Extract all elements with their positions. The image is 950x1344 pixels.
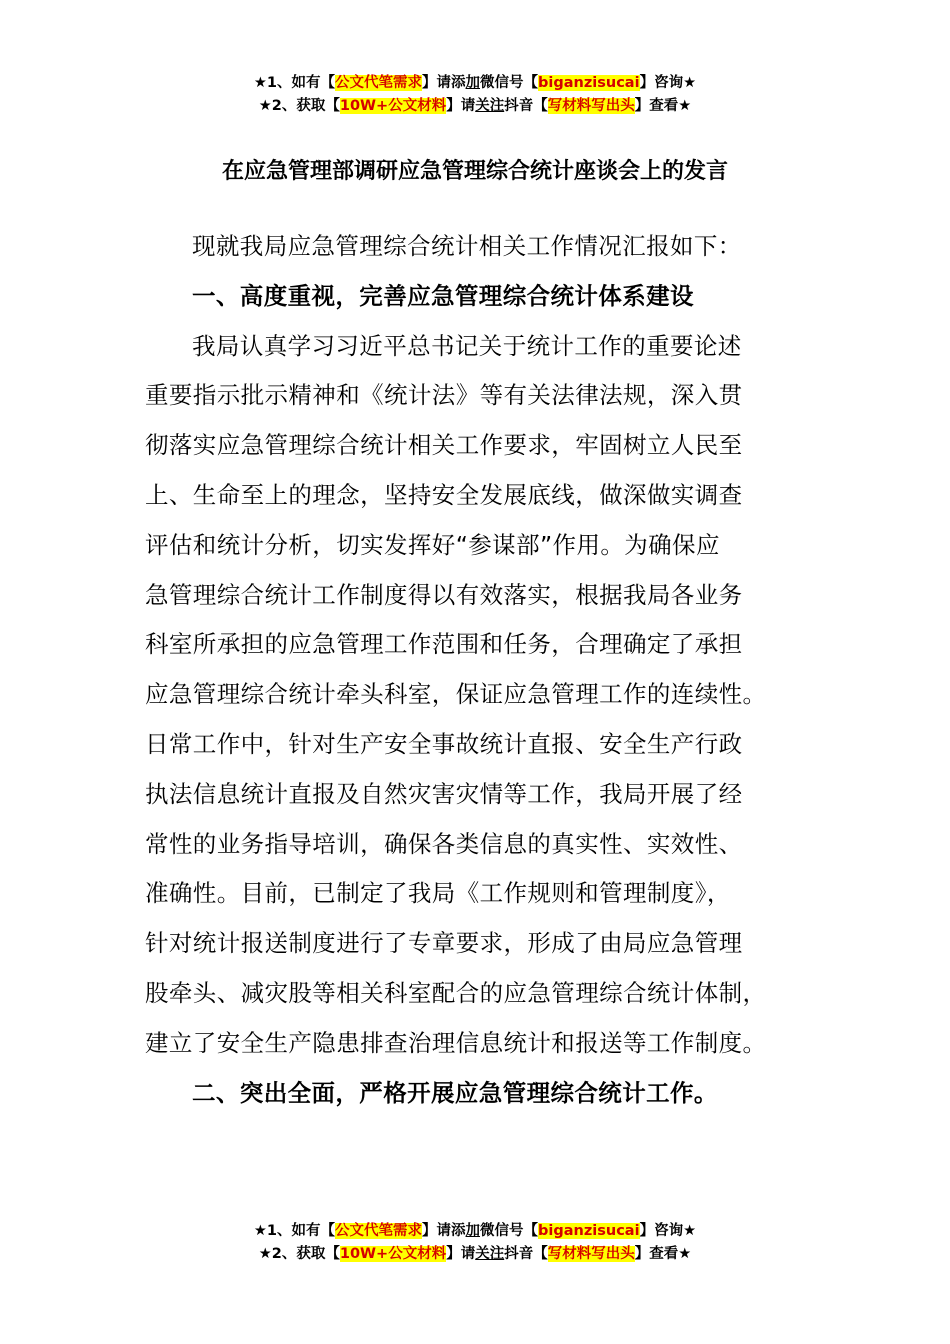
paragraph-line: 日常工作中，针对生产安全事故统计直报、安全生产行政 [145, 729, 743, 758]
highlight-wechat-id: biganzisucai [538, 1223, 640, 1239]
document-title: 在应急管理部调研应急管理综合统计座谈会上的发言 [221, 159, 728, 184]
highlight-writing-service: 公文代笔需求 [335, 1223, 423, 1239]
star-icon: ★ [258, 98, 272, 114]
bottom-promo-banner [0, 1220, 950, 1266]
top-promo-banner [0, 72, 950, 118]
paragraph-line: 针对统计报送制度进行了专章要求，形成了由局应急管理 [145, 929, 743, 958]
star-icon: ★ [253, 1223, 267, 1239]
star-icon: ★ [258, 1246, 272, 1262]
promo-line-1: ★1、如有【公文代笔需求】请添加微信号【biganzisucai】咨询★ [253, 75, 697, 91]
promo-line-2: ★2、获取【10W+公文材料】请关注抖音【写材料写出头】查看★ [258, 1246, 692, 1262]
highlight-materials: 10W+公文材料 [339, 98, 447, 114]
highlight-wechat-id: biganzisucai [538, 75, 640, 91]
paragraph-line: 执法信息统计直报及自然灾害灾情等工作，我局开展了经 [145, 779, 743, 808]
highlight-douyin-account: 写材料写出头 [547, 98, 635, 114]
paragraph-line: 彻落实应急管理综合统计相关工作要求，牢固树立人民至 [145, 431, 743, 460]
star-icon: ★ [678, 98, 692, 114]
intro-paragraph: 现就我局应急管理综合统计相关工作情况汇报如下： [192, 232, 742, 260]
paragraph-line: 常性的业务指导培训，确保各类信息的真实性、实效性、 [145, 829, 743, 858]
promo-line-1: ★1、如有【公文代笔需求】请添加微信号【biganzisucai】咨询★ [253, 1223, 697, 1239]
paragraph-line: 我局认真学习习近平总书记关于统计工作的重要论述 [192, 331, 742, 360]
highlight-douyin-account: 写材料写出头 [547, 1246, 635, 1262]
star-icon: ★ [683, 75, 697, 91]
promo-line-2: ★2、获取【10W+公文材料】请关注抖音【写材料写出头】查看★ [258, 98, 692, 114]
document-body [145, 222, 810, 1118]
paragraph-line: 准确性。目前，已制定了我局《工作规则和管理制度》， [145, 879, 731, 908]
section-heading-2: 二、突出全面，严格开展应急管理综合统计工作。 [192, 1078, 718, 1107]
paragraph-line: 科室所承担的应急管理工作范围和任务，合理确定了承担 [145, 630, 743, 659]
paragraph-line: 应急管理综合统计牵头科室，保证应急管理工作的连续性。 [145, 680, 767, 709]
star-icon: ★ [683, 1223, 697, 1239]
star-icon: ★ [253, 75, 267, 91]
highlight-writing-service: 公文代笔需求 [335, 75, 423, 91]
paragraph-line: 急管理综合统计工作制度得以有效落实，根据我局各业务 [145, 580, 743, 609]
paragraph-1 [145, 322, 810, 1069]
section-heading-1: 一、高度重视，完善应急管理综合统计体系建设 [192, 281, 694, 310]
highlight-materials: 10W+公文材料 [339, 1246, 447, 1262]
paragraph-line: 评估和统计分析，切实发挥好“参谋部”作用。为确保应 [145, 530, 720, 559]
paragraph-line: 股牵头、减灾股等相关科室配合的应急管理综合统计体制， [145, 978, 767, 1007]
paragraph-line: 重要指示批示精神和《统计法》等有关法律法规，深入贯 [145, 381, 743, 410]
star-icon: ★ [678, 1246, 692, 1262]
paragraph-line: 建立了安全生产隐患排查治理信息统计和报送等工作制度。 [145, 1028, 767, 1057]
paragraph-line: 上、生命至上的理念，坚持安全发展底线，做深做实调查 [145, 480, 743, 509]
